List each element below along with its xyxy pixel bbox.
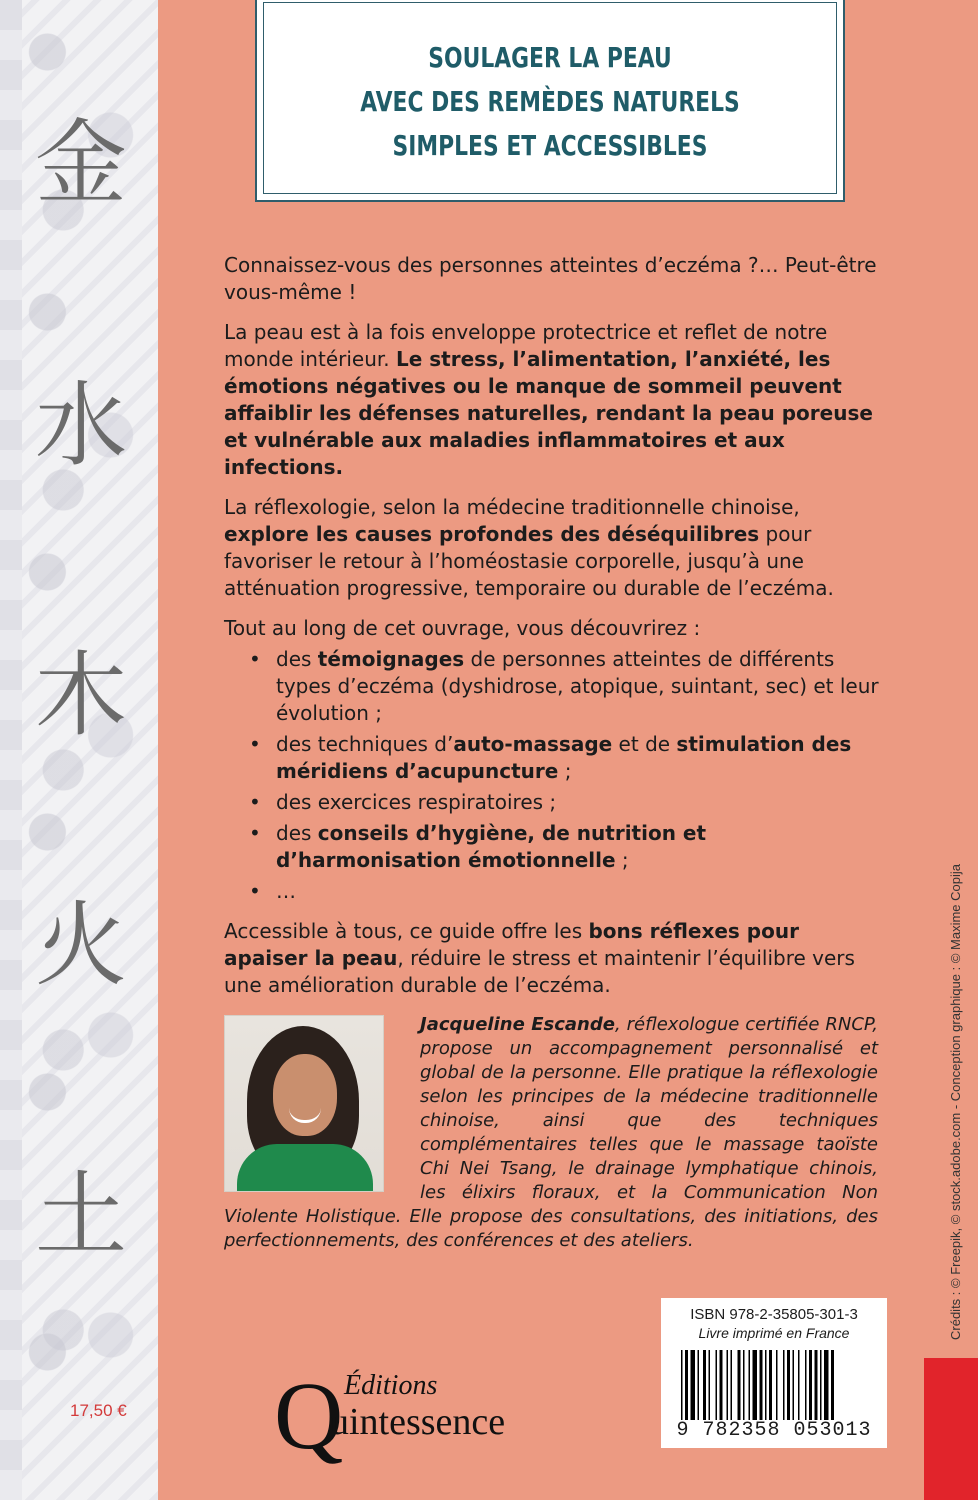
author-bio: [224, 1013, 878, 1253]
printed-in-label: Livre imprimé en France: [698, 1325, 850, 1341]
paragraph-list-intro: Tout au long de cet ouvrage, vous découvrirez :: [224, 616, 701, 640]
isbn-label: ISBN 978-2-35805-301-3: [690, 1306, 858, 1323]
paragraph-conclusion: Accessible à tous, ce guide offre les bons réflexes pour apaiser la peau, réduire le stress et maintenir l’équilibre vers une amélioration durable de l’eczéma.: [224, 919, 855, 997]
title-line-3: SIMPLES ET ACCESSIBLES: [392, 129, 708, 162]
author-bio-text: , réflexologue certifiée RNCP, propose un accompagnement personnalisé et global de la personne. Elle pratique la réflexologie selon les principes de la médecine traditionnelle chinoise, ainsi que des techniques complémentaires telles que le massage taoïste Chi Nei Tsang, le drainage lymphatique chinois, les élixirs floraux, et la Communication Non Violente Holistique. Elle propose des consultations, des initiations, des perfectionnements, des conférences et des ateliers.: [224, 1014, 878, 1251]
paragraph-intro: Connaissez-vous des personnes atteintes d’eczéma ?… Peut-être vous-même !: [224, 253, 877, 304]
list-item: • …: [276, 878, 880, 905]
publisher-prefix: Éditions: [344, 1370, 438, 1401]
side-pattern-strip: [0, 0, 22, 1500]
glyph-earth: 土: [34, 1162, 127, 1269]
title-box: [255, 0, 845, 202]
red-corner-tab: [924, 1358, 978, 1500]
barcode-digits: 9 782358 053013: [676, 1419, 872, 1442]
blurb: [224, 252, 880, 1012]
paragraph-skin: La peau est à la fois enveloppe protectrice et reflet de notre monde intérieur. Le stress, l’alimentation, l’anxiété, les émotions négatives ou le manque de sommeil peuvent affaiblir les défenses naturelles, rendant la peau poreuse et vulnérable aux maladies inflammatoires et aux infections.: [224, 320, 873, 479]
paragraph-reflexology: La réflexologie, selon la médecine traditionnelle chinoise, explore les causes profondes des déséquilibres pour favoriser le retour à l’homéostasie corporelle, jusqu’à une atténuation progressive, temporaire ou durable de l’eczéma.: [224, 495, 834, 600]
publisher-logo: [272, 1362, 572, 1469]
list-item: • des techniques d’auto-massage et de stimulation des méridiens d’acupuncture ;: [276, 731, 880, 785]
price-label: 17,50 €: [70, 1401, 127, 1420]
publisher-name: uintessence: [330, 1401, 506, 1443]
isbn-box: [661, 1298, 887, 1448]
feature-list: [224, 646, 880, 905]
glyph-metal: 金: [34, 110, 127, 217]
glyph-water: 水: [34, 372, 127, 479]
list-item: • des témoignages de personnes atteintes de différents types d’eczéma (dyshidrose, atopique, suintant, sec) et leur évolution ;: [276, 646, 880, 727]
glyph-wood: 木: [34, 642, 127, 749]
author-name: Jacqueline Escande: [420, 1014, 615, 1035]
list-item: • des exercices respiratoires ;: [276, 789, 880, 816]
barcode: [679, 1350, 875, 1420]
title-line-1: SOULAGER LA PEAU: [428, 41, 672, 74]
glyph-fire: 火: [34, 892, 127, 999]
decorative-side-panel: [0, 0, 158, 1500]
list-item: • des conseils d’hygiène, de nutrition et d’harmonisation émotionnelle ;: [276, 820, 880, 874]
credits-text: Crédits : © Freepik, © stock.adobe.com - Conception graphique : © Maxime Copija: [948, 864, 963, 1340]
title-line-2: AVEC DES REMÈDES NATURELS: [360, 85, 740, 118]
publisher-logo-initial: Q: [274, 1362, 344, 1469]
